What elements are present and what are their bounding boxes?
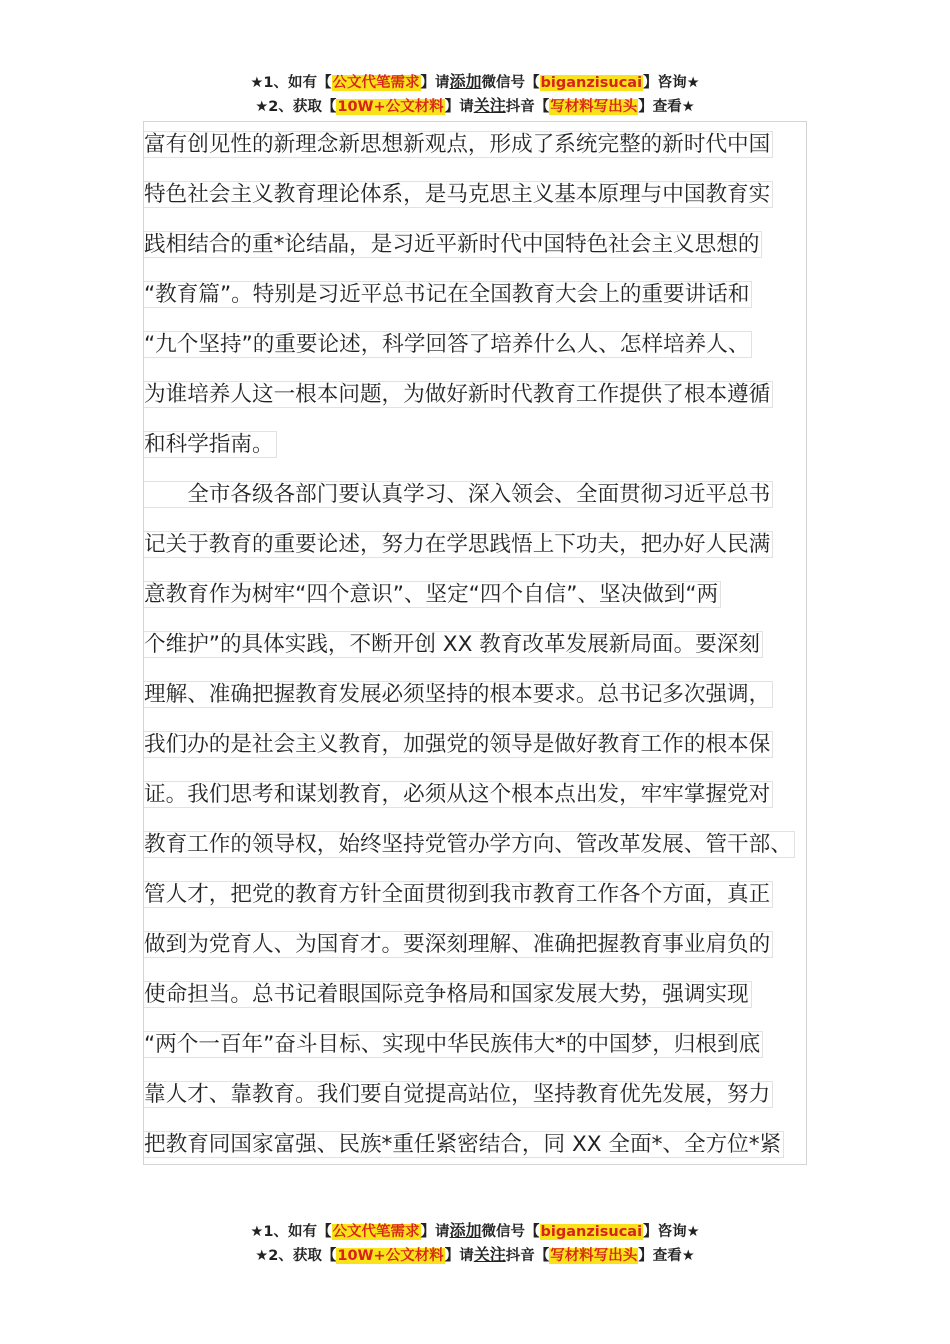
banner-line-1 <box>0 70 950 94</box>
banner-text: 】查看★ <box>638 1248 695 1264</box>
body-line: 理解、准确把握教育发展必须坚持的根本要求。总书记多次强调， <box>144 678 773 712</box>
body-line: 个维护”的具体实践，不断开创 XX 教育改革发展新局面。要深刻 <box>144 628 763 662</box>
banner-text: 微信号【 <box>481 75 540 91</box>
body-line: 意教育作为树牢“四个意识”、坚定“四个自信”、坚决做到“两 <box>144 578 721 612</box>
banner-emphasis: 关注 <box>473 96 506 115</box>
banner-emphasis: 添加 <box>449 1221 482 1240</box>
body-line: 记关于教育的重要论述，努力在学思践悟上下功夫，把办好人民满 <box>144 528 773 562</box>
body-line: 和科学指南。 <box>144 428 277 462</box>
banner-text: 微信号【 <box>481 1224 540 1240</box>
highlight-materials: 10W+公文材料 <box>337 1248 444 1264</box>
banner-text: 抖音【 <box>505 1248 550 1264</box>
body-line: 富有创见性的新理念新思想新观点，形成了系统完整的新时代中国 <box>144 128 773 162</box>
banner-text: 】请 <box>420 1224 450 1240</box>
highlight-douyin-account: 写材料写出头 <box>550 99 638 115</box>
highlight-douyin-account: 写材料写出头 <box>550 1248 638 1264</box>
banner-line-2 <box>0 94 950 118</box>
body-line: 把教育同国家富强、民族*重任紧密结合，同 XX 全面*、全方位*紧 <box>144 1128 784 1162</box>
body-line: 特色社会主义教育理论体系，是马克思主义基本原理与中国教育实 <box>144 178 773 212</box>
banner-text: ★2、获取【 <box>255 1248 337 1264</box>
body-line: 做到为党育人、为国育才。要深刻理解、准确把握教育事业肩负的 <box>144 928 773 962</box>
body-line: 证。我们思考和谋划教育，必须从这个根本点出发，牢牢掌握党对 <box>144 778 773 812</box>
banner-text: 】查看★ <box>638 99 695 115</box>
banner-text: 】请 <box>420 75 450 91</box>
banner-text: 】咨询★ <box>643 75 700 91</box>
banner-text: ★2、获取【 <box>255 99 337 115</box>
banner-line-2 <box>0 1243 950 1267</box>
body-line: 靠人才、靠教育。我们要自觉提高站位，坚持教育优先发展，努力 <box>144 1078 773 1112</box>
highlight-materials: 10W+公文材料 <box>337 99 444 115</box>
body-line: 全市各级各部门要认真学习、深入领会、全面贯彻习近平总书 <box>144 478 773 512</box>
highlight-wechat-id: biganzisucai <box>540 75 643 91</box>
banner-line-1 <box>0 1219 950 1243</box>
banner-text: 抖音【 <box>505 99 550 115</box>
footer-banner <box>0 1219 950 1267</box>
body-line: 我们办的是社会主义教育，加强党的领导是做好教育工作的根本保 <box>144 728 773 762</box>
header-banner <box>0 70 950 118</box>
body-line: “教育篇”。特别是习近平总书记在全国教育大会上的重要讲话和 <box>144 278 752 312</box>
body-line: 践相结合的重*论结晶，是习近平新时代中国特色社会主义思想的 <box>144 228 762 262</box>
body-line: 管人才，把党的教育方针全面贯彻到我市教育工作各个方面，真正 <box>144 878 773 912</box>
body-line: 使命担当。总书记着眼国际竞争格局和国家发展大势，强调实现 <box>144 978 752 1012</box>
banner-emphasis: 添加 <box>449 72 482 91</box>
banner-text: ★1、如有【 <box>250 75 332 91</box>
banner-emphasis: 关注 <box>473 1245 506 1264</box>
highlight-wechat-id: biganzisucai <box>540 1224 643 1240</box>
highlight-writing-service: 公文代笔需求 <box>332 75 420 91</box>
banner-text: 】请 <box>444 1248 474 1264</box>
body-line: “九个坚持”的重要论述，科学回答了培养什么人、怎样培养人、 <box>144 328 752 362</box>
body-line: “两个一百年”奋斗目标、实现中华民族伟大*的中国梦，归根到底 <box>144 1028 763 1062</box>
body-line: 为谁培养人这一根本问题，为做好新时代教育工作提供了根本遵循 <box>144 378 773 412</box>
highlight-writing-service: 公文代笔需求 <box>332 1224 420 1240</box>
body-line: 教育工作的领导权，始终坚持党管办学方向、管改革发展、管干部、 <box>144 828 795 862</box>
banner-text: 】请 <box>444 99 474 115</box>
banner-text: ★1、如有【 <box>250 1224 332 1240</box>
banner-text: 】咨询★ <box>643 1224 700 1240</box>
